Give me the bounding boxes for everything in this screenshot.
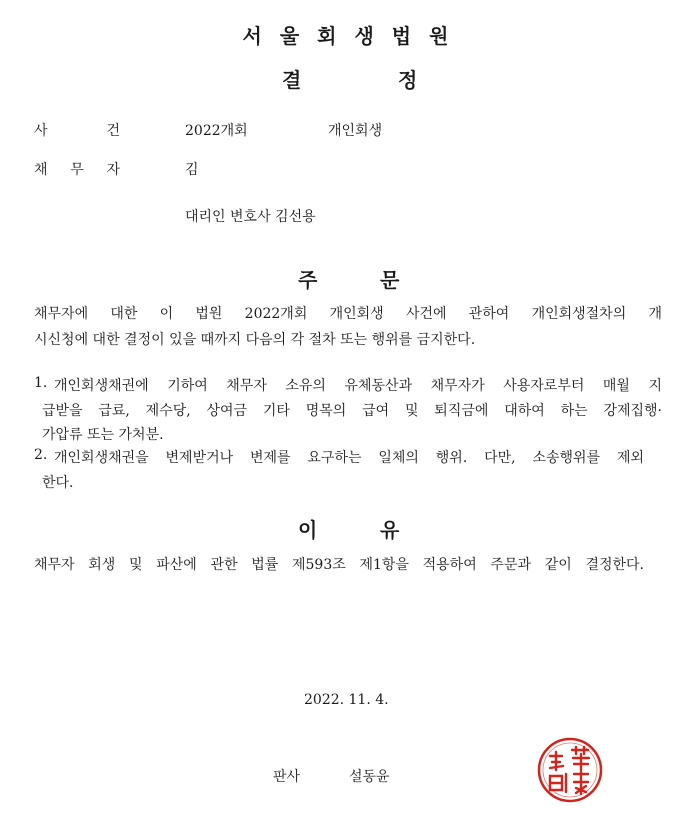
agent-line: 대리인 변호사 김선용	[185, 209, 316, 225]
item-2-line2: 한다.	[42, 475, 74, 491]
judge-seal	[536, 736, 604, 804]
case-type: 개인회생	[328, 123, 383, 139]
item-2-number: 2.	[34, 447, 48, 463]
reason-heading-left: 이	[298, 518, 318, 542]
decision-date: 2022. 11. 4.	[304, 692, 389, 708]
debtor-name: 김	[185, 162, 199, 178]
reason-text: 채무자 회생 및 파산에 관한 법률 제593조 제1항을 적용하여 주문과 같이 결정한다.	[34, 557, 644, 573]
reason-heading-right: 유	[380, 518, 400, 542]
item-2-line1: 개인회생채권을 변제받거나 변제를 요구하는 일체의 행위. 다만, 소송행위를 제외	[54, 450, 644, 466]
item-1-number: 1.	[34, 375, 48, 391]
case-number: 2022개회	[185, 123, 248, 139]
item-1-line1: 개인회생채권에 기하여 채무자 소유의 유체동산과 채무자가 사용자로부터 매월 지	[54, 378, 662, 394]
doc-title-right: 정	[398, 68, 418, 92]
item-1-line2: 급받을 급료, 제수당, 상여금 기타 명목의 급여 및 퇴직금에 대하여 하는 강제집행·	[42, 403, 662, 419]
court-name: 서울회생법원	[242, 24, 467, 48]
signature-name: 설동윤	[349, 769, 390, 785]
debtor-label: 채 무 자	[34, 162, 120, 178]
order-text-line1: 채무자에 대한 이 법원 2022개회 개인회생 사건에 관하여 개인회생절차의 개	[34, 306, 662, 322]
seal-icon	[536, 736, 604, 804]
item-1-line3: 가압류 또는 가처분.	[42, 427, 164, 443]
order-text-line2: 시신청에 대한 결정이 있을 때까지 다음의 각 절차 또는 행위를 금지한다.	[34, 332, 476, 348]
order-heading-right: 문	[380, 268, 400, 292]
signature-title: 판사	[273, 769, 301, 785]
case-label: 사 건	[34, 123, 120, 139]
order-heading-left: 주	[298, 268, 318, 292]
doc-title-left: 결	[282, 68, 302, 92]
